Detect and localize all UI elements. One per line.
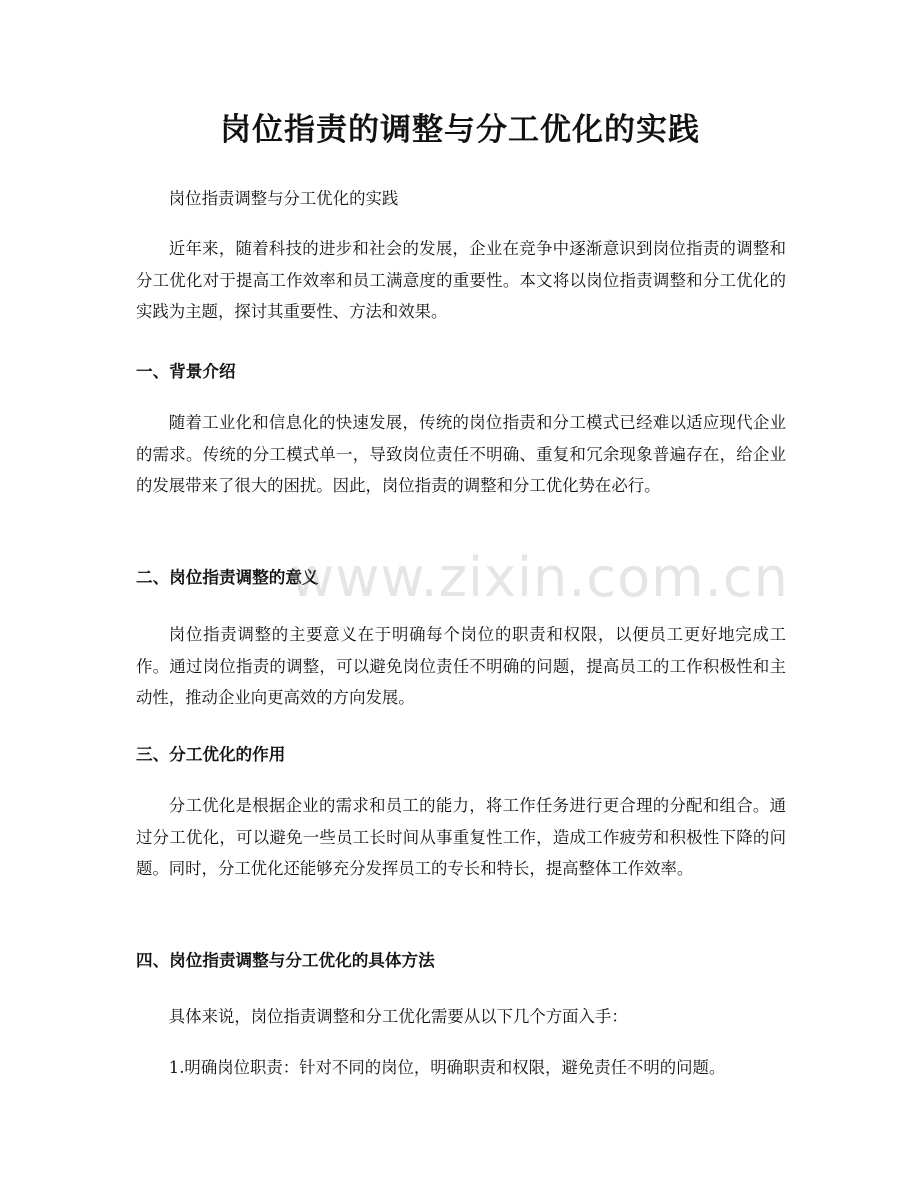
- section-heading-role: 三、分工优化的作用: [136, 745, 286, 764]
- section-heading-significance: 二、岗位指责调整的意义: [136, 568, 319, 587]
- list-item-1: 1.明确岗位职责：针对不同的岗位，明确职责和权限，避免责任不明的问题。: [168, 1058, 726, 1077]
- section-body-role: 分工优化是根据企业的需求和员工的能力，将工作任务进行更合理的分配和组合。通过分工优化，可以避免一些员工长时间从事重复性工作，造成工作疲劳和积极性下降的问题。同时，分工优化还能够充分发挥员工的专长和特长，提高整体工作效率。: [136, 796, 786, 878]
- subtitle-paragraph: 岗位指责调整与分工优化的实践: [168, 189, 399, 208]
- watermark-text: www.zixin.com.cn: [290, 546, 789, 609]
- section-body-background: 随着工业化和信息化的快速发展，传统的岗位指责和分工模式已经难以适应现代企业的需求。传统的分工模式单一，导致岗位责任不明确、重复和冗余现象普遍存在，给企业的发展带来了很大的困扰。因此，岗位指责的调整和分工优化势在必行。: [136, 413, 786, 495]
- section-body-methods: 具体来说，岗位指责调整和分工优化需要从以下几个方面入手：: [168, 1007, 628, 1026]
- intro-paragraph: 近年来，随着科技的进步和社会的发展，企业在竞争中逐渐意识到岗位指责的调整和分工优化对于提高工作效率和员工满意度的重要性。本文将以岗位指责调整和分工优化的实践为主题，探讨其重要性、方法和效果。: [136, 239, 786, 321]
- section-body-significance: 岗位指责调整的主要意义在于明确每个岗位的职责和权限，以便员工更好地完成工作。通过岗位指责的调整，可以避免岗位责任不明确的问题，提高员工的工作积极性和主动性，推动企业向更高效的方向发展。: [136, 625, 786, 707]
- section-heading-methods: 四、岗位指责调整与分工优化的具体方法: [136, 951, 435, 970]
- section-heading-background: 一、背景介绍: [136, 362, 236, 381]
- document-title: 岗位指责的调整与分工优化的实践: [220, 112, 700, 148]
